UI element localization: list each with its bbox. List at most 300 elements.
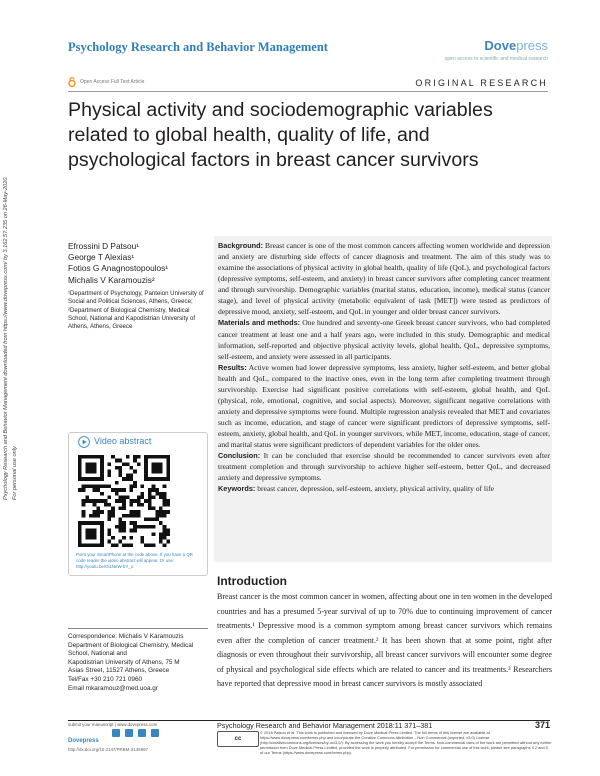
qr-module [78,488,82,492]
qr-module [166,529,170,533]
qr-module [122,477,126,481]
qr-module [93,503,97,507]
qr-module [133,525,137,529]
qr-module [89,543,93,547]
qr-module [144,543,148,547]
abstract [218,240,550,494]
qr-module [144,455,148,459]
qr-module [130,510,134,514]
qr-module [107,514,111,518]
qr-module [93,455,97,459]
twitter-icon[interactable] [125,729,133,737]
qr-module [148,507,152,511]
header-divider [68,91,548,92]
qr-module [89,462,93,466]
qr-module [85,495,89,499]
qr-module [148,492,152,496]
qr-module [159,532,163,536]
personal-use-note: For personal use only. [12,445,18,500]
qr-module [159,510,163,514]
qr-module [85,466,89,470]
keywords-label: Keywords: [218,484,256,494]
correspondence-line: Asias Street, 11527 Athens, Greece [68,667,170,675]
qr-module [159,455,163,459]
open-access-icon [68,77,76,87]
qr-module [159,470,163,474]
video-abstract-heading[interactable]: Video abstract [94,436,152,446]
qr-module [107,540,111,544]
qr-module [115,481,119,485]
qr-module [122,536,126,540]
qr-module [122,521,126,525]
qr-module [89,521,93,525]
qr-module [163,492,167,496]
background-text: Breast cancer is one of the most common cancers affecting women worldwide and depression and anxiety are disturbing side effects of cancer diagnosis and treatment. The aim of this study was to examine the associations of physical activity in global health, quality of life (QoL), and psychological factors (depressive symptoms, self-esteem, and anxiety) in breast cancer survivors after completing cancer treatment and through survivorship. Demographic variables (marital status, education, income), medical status (cancer stage), and level of physical activity (metabolic equivalent of task [MET]) were tested as predictors of depressive mood, anxiety, self-esteem, and QoL in younger and older breast cancer survivors. [218,241,550,317]
qr-module [104,499,108,503]
methods-text: One hundred and seventy-one Greek breast cancer survivors, who had completed cancer treatment at least one and a half years ago, were included in this study. Demographic and medical information, self-reported and objective physical activity levels, global health, QoL, depressive symptoms, self-esteem, and anxiety were assessed in all participants. [218,318,550,361]
qr-module [144,518,148,522]
journal-name: Psychology Research and Behavior Management [68,40,328,54]
qr-module [163,495,167,499]
qr-module [111,488,115,492]
qr-module [141,484,145,488]
email-icon[interactable] [151,729,159,737]
qr-module [111,510,115,514]
qr-module [133,510,137,514]
qr-module [152,507,156,511]
qr-module [96,488,100,492]
qr-module [118,495,122,499]
qr-module [100,466,104,470]
qr-module [82,488,86,492]
qr-module [159,507,163,511]
qr-module [100,510,104,514]
qr-module [107,518,111,522]
qr-module [141,492,145,496]
qr-module [100,492,104,496]
qr-module [155,518,159,522]
conclusion-text: It can be concluded that exercise should be recommended to cancer survivors even after treatment completion and through survivorship to achieve higher self-esteem, better QoL, and decreased anxiety and depressive symptoms. [218,451,550,483]
qr-module [155,470,159,474]
qr-module [148,455,152,459]
qr-module [82,510,86,514]
doi-link[interactable]: http://dx.doi.org/10.2147/PRBM.S136897 [68,747,149,752]
qr-module [144,466,148,470]
qr-module [100,459,104,463]
qr-module [107,470,111,474]
qr-module [130,499,134,503]
qr-module [126,543,130,547]
qr-module [118,473,122,477]
qr-module [130,503,134,507]
qr-module [163,455,167,459]
qr-module [130,466,134,470]
qr-module [89,484,93,488]
qr-module [144,470,148,474]
qr-module [166,503,170,507]
qr-module [100,540,104,544]
qr-module [163,543,167,547]
qr-module [148,499,152,503]
qr-module [166,540,170,544]
qr-module [96,543,100,547]
qr-module [85,462,89,466]
qr-module [141,536,145,540]
qr-module [152,543,156,547]
qr-module [152,495,156,499]
publisher-logo: Dovepress [484,38,548,53]
qr-module [107,462,111,466]
qr-module [85,529,89,533]
publisher-tagline: open access to scientific and medical research [444,56,548,62]
qr-module [137,495,141,499]
qr-module [89,499,93,503]
qr-module [122,499,126,503]
qr-module [126,477,130,481]
qr-module [130,536,134,540]
qr-module [137,510,141,514]
qr-module [166,477,170,481]
correspondence-divider [68,628,208,629]
qr-module [141,540,145,544]
qr-module [126,514,130,518]
qr-module [89,532,93,536]
qr-module [93,536,97,540]
qr-module [166,510,170,514]
qr-module [166,473,170,477]
qr-module [159,521,163,525]
qr-module [100,455,104,459]
qr-module [159,477,163,481]
qr-module [166,532,170,536]
qr-module [133,481,137,485]
journal-reference: Psychology Research and Behavior Management 2018:11 371–381 [217,721,433,730]
qr-module [85,499,89,503]
qr-module [93,470,97,474]
qr-module [118,459,122,463]
author: Michalis V Karamouzis² [68,274,155,285]
qr-module [118,470,122,474]
background-label: Background: [218,241,263,250]
qr-module [133,529,137,533]
qr-module [96,484,100,488]
author: Efrossini D Patsou¹ [68,241,140,251]
correspondence-line: Department of Biological Chemistry, Medical School, National and [68,641,194,658]
qr-module [159,514,163,518]
qr-module [163,529,167,533]
correspondence-email[interactable]: Email mkaramouz@med.uoa.gr [68,684,158,692]
qr-module [89,477,93,481]
qr-module [100,477,104,481]
download-note-line: Psychology Research and Behavior Management downloaded from https://www.dovepress.com/ by 3.162.5?.235 on 26-May-2020 [3,177,9,500]
license-text: © 2018 Patsou et al. This work is published and licensed by Dove Medical Press Limited. The full terms of this license are available at https://www.dovepress.com/terms.php and incorporate the Creative Commons Attribution – Non Commercial (unported, v3.0) License (http://creativecommons.org/licenses/by-nc/3.0/). By accessing the work you hereby accept the Terms. Non-commercial uses of the work are permitted without any further permission from Dove Medical Press Limited, provided the work is properly attributed. For permission for commercial use of this work, please see paragraphs 4.2 and 5 of our Terms (https://www.dovepress.com/terms.php). [260,730,552,755]
qr-module [100,543,104,547]
qr-module [85,521,89,525]
qr-module [93,521,97,525]
qr-module [130,514,134,518]
qr-module [78,462,82,466]
qr-module [100,473,104,477]
qr-module [137,514,141,518]
qr-module [78,521,82,525]
author: Fotios G Anagnostopoulos¹ [68,263,169,274]
article-title: Physical activity and sociodemographic variables related to global health, quality of life, and psychological factors in breast cancer survivors [68,99,493,171]
qr-module [148,543,152,547]
qr-module [93,462,97,466]
qr-module [111,514,115,518]
qr-module [107,484,111,488]
qr-module [89,470,93,474]
qr-module [118,466,122,470]
share-icons [112,729,172,739]
qr-module [93,514,97,518]
qr-module [159,495,163,499]
qr-module [100,525,104,529]
correspondence-line: Correspondence: Michalis V Karamouzis [68,633,184,640]
qr-module [118,488,122,492]
qr-module [107,495,111,499]
qr-module [126,462,130,466]
qr-module [133,470,137,474]
qr-module [100,532,104,536]
qr-module [111,543,115,547]
qr-module [155,466,159,470]
qr-module [163,477,167,481]
qr-module [89,455,93,459]
qr-module [118,521,122,525]
qr-module [152,518,156,522]
qr-module [93,532,97,536]
qr-module [111,507,115,511]
submit-link[interactable]: submit your manuscript | www.dovepress.com [68,722,158,727]
qr-module [133,484,137,488]
qr-module [96,507,100,511]
play-icon[interactable] [78,436,90,448]
qr-module [141,503,145,507]
qr-module [118,525,122,529]
qr-module [118,529,122,533]
qr-module [148,518,152,522]
results-label: Results: [218,362,247,372]
qr-module [78,459,82,463]
qr-module [93,477,97,481]
qr-module [163,536,167,540]
qr-module [78,477,82,481]
linkedin-icon[interactable] [138,729,146,737]
qr-module [152,532,156,536]
qr-module [89,466,93,470]
qr-module [137,455,141,459]
qr-module [166,470,170,474]
qr-module [118,499,122,503]
affiliation: ¹Department of Psychology, Panteion University of Social and Political Sciences, Athens, Greece; [68,290,204,306]
qr-module [85,536,89,540]
qr-module [85,532,89,536]
correspondence-line: Tel/Fax +30 210 721 0960 [68,675,143,683]
qr-module [78,529,82,533]
qr-module [152,477,156,481]
qr-module [126,495,130,499]
qr-module [118,540,122,544]
qr-module [115,492,119,496]
qr-module [144,525,148,529]
qr-module [159,462,163,466]
qr-module [163,514,167,518]
cc-icon: cc [234,736,242,742]
methods-label: Materials and methods: [218,318,301,328]
qr-module [141,495,145,499]
cc-license-badge[interactable] [217,731,259,747]
qr-module [130,484,134,488]
qr-module [137,499,141,503]
qr-module [115,499,119,503]
introduction-text: Breast cancer is the most common cancer in women, affecting about one in ten women in the developed countries and has a presumed 5-year survival of up to 70% due to continuing improvement of cancer treatments.¹ Depressive mood is a common symptom among breast cancer survivors which remains even after the completion of cancer treatment.² It has been shown that at some point, right after diagnosis or even throughout their survivorship, all breast cancer survivors will encounter some degree of physical and psychological side effects which are related to cancer and its treatments.³ Researchers have reported that depressive mood in breast cancer survivors is mostly associated [217,592,552,688]
qr-module [122,488,126,492]
qr-module [163,525,167,529]
qr-module [82,455,86,459]
qr-module [144,459,148,463]
qr-module [96,521,100,525]
qr-module [93,466,97,470]
qr-module [152,455,156,459]
footer-publisher: Dovepress [68,738,99,744]
qr-module [78,470,82,474]
qr-module [85,477,89,481]
qr-module [163,510,167,514]
qr-module [155,462,159,466]
qr-module [130,543,134,547]
qr-module [148,488,152,492]
qr-module [141,525,145,529]
qr-module [78,455,82,459]
qr-module [78,540,82,544]
qr-module [122,495,126,499]
qr-module [126,455,130,459]
qr-module [93,499,97,503]
qr-module [152,470,156,474]
qr-module [122,514,126,518]
qr-module [100,521,104,525]
qr-module [155,510,159,514]
article-type: ORIGINAL RESEARCH [415,78,548,88]
qr-module [115,488,119,492]
download-note [2,80,20,500]
qr-code[interactable] [78,455,170,547]
qr-module [100,462,104,466]
qr-module [115,543,119,547]
qr-module [122,507,126,511]
qr-module [96,499,100,503]
qr-module [82,499,86,503]
qr-module [96,477,100,481]
qr-module [115,466,119,470]
qr-module [144,477,148,481]
qr-module [137,503,141,507]
qr-module [107,503,111,507]
keywords-text: breast cancer, depression, self-esteem, anxiety, physical activity, quality of life [257,484,494,494]
qr-module [82,514,86,518]
qr-module [122,529,126,533]
qr-module [78,466,82,470]
qr-module [104,503,108,507]
qr-module [85,470,89,474]
qr-module [100,536,104,540]
qr-module [155,492,159,496]
qr-module [148,477,152,481]
qr-module [166,462,170,466]
qr-module [148,525,152,529]
qr-module [107,473,111,477]
qr-module [118,518,122,522]
qr-module [166,459,170,463]
qr-module [133,499,137,503]
conclusion-label: Conclusion: [218,451,261,461]
facebook-icon[interactable] [112,729,120,737]
qr-module [163,484,167,488]
qr-module [89,529,93,533]
qr-module [152,525,156,529]
qr-module [115,525,119,529]
qr-module [78,532,82,536]
qr-module [78,525,82,529]
qr-module [163,532,167,536]
qr-module [96,510,100,514]
introduction-heading: Introduction [217,574,287,588]
qr-module [159,536,163,540]
qr-module [107,529,111,533]
affiliation: ²Department of Biological Chemistry, Medical School, National and Kapodistrian University of Athens, Athens, Greece [68,306,196,331]
qr-module [155,514,159,518]
qr-module [100,499,104,503]
author: George T Alexias¹ [68,252,135,263]
page-number: 371 [534,720,550,730]
qr-module [130,473,134,477]
qr-module [78,473,82,477]
qr-module [100,484,104,488]
qr-module [137,462,141,466]
results-text: Active women had lower depressive symptoms, less anxiety, higher self-esteem, and better global health and QoL, compared to the inactive ones, even in the long term after completing treatment through survivorship. Exercise had significant positive correlations with self-esteem, global health, and QoL (physical, role, emotional, cognitive, and social aspects). Moreover, significant negative correlations with anxiety and depressive symptoms were found. Multiple regression analysis revealed that MET and covariates such as income, education, and stage of cancer were significant predictors of depressive symptoms, self-esteem, anxiety, global health, and QoL in younger survivors, while MET, income, education, stage of cancer, and marital status were significant predictors of dependent variables for the older ones. [218,362,550,450]
qr-module [144,473,148,477]
qr-module [133,514,137,518]
qr-module [152,488,156,492]
qr-module [137,525,141,529]
qr-module [144,462,148,466]
qr-module [152,462,156,466]
qr-module [155,488,159,492]
qr-module [96,455,100,459]
qr-module [78,543,82,547]
qr-module [133,459,137,463]
qr-module [115,459,119,463]
qr-module [130,529,134,533]
qr-module [85,543,89,547]
qr-module [82,543,86,547]
qr-module [130,521,134,525]
qr-module [144,499,148,503]
qr-module [111,536,115,540]
qr-module [155,477,159,481]
correspondence-line: Kapodistrian University of Athens, 75 M [68,658,180,666]
qr-module [163,503,167,507]
correspondence [68,633,213,693]
qr-module [130,488,134,492]
author-list [68,241,213,286]
qr-module [89,536,93,540]
qr-module [82,503,86,507]
qr-module [82,477,86,481]
qr-module [100,529,104,533]
qr-module [133,521,137,525]
